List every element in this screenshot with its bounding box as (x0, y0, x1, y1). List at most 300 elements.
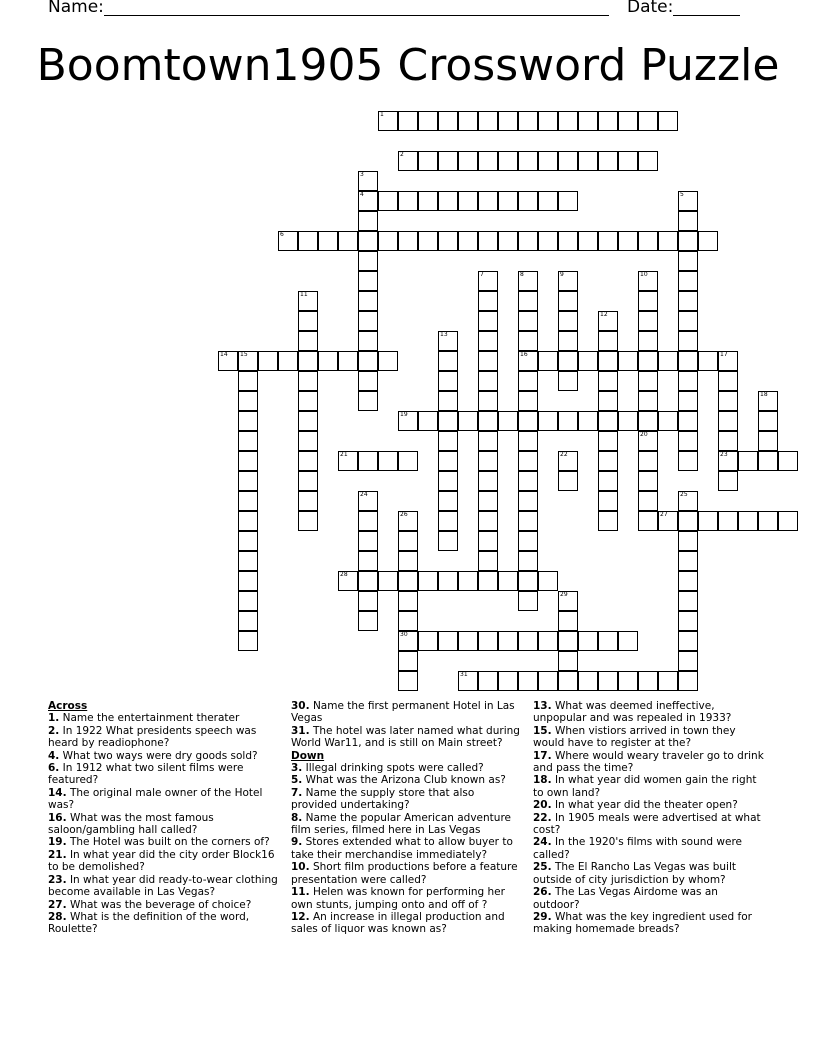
grid-cell[interactable] (718, 471, 738, 491)
grid-cell[interactable] (638, 111, 658, 131)
grid-cell[interactable] (238, 471, 258, 491)
grid-cell[interactable] (398, 231, 418, 251)
grid-cell[interactable] (518, 371, 538, 391)
grid-cell[interactable] (358, 251, 378, 271)
grid-cell[interactable] (338, 351, 358, 371)
grid-cell[interactable] (578, 631, 598, 651)
grid-cell[interactable] (518, 331, 538, 351)
grid-cell[interactable] (458, 151, 478, 171)
grid-cell[interactable] (458, 631, 478, 651)
down-clue (291, 861, 523, 886)
grid-cell[interactable] (618, 631, 638, 651)
across-clue (291, 725, 523, 750)
grid-cell[interactable] (658, 351, 678, 371)
grid-cell[interactable] (678, 331, 698, 351)
grid-cell[interactable] (518, 591, 538, 611)
grid-cell[interactable] (418, 111, 438, 131)
grid-cell[interactable] (678, 411, 698, 431)
down-clue (533, 911, 765, 936)
grid-cell[interactable] (418, 151, 438, 171)
grid-cell[interactable] (678, 531, 698, 551)
grid-cell[interactable] (238, 551, 258, 571)
grid-cell[interactable] (358, 271, 378, 291)
grid-cell[interactable] (418, 231, 438, 251)
grid-cell[interactable] (358, 291, 378, 311)
grid-cell[interactable] (678, 311, 698, 331)
grid-cell[interactable] (458, 231, 478, 251)
grid-cell[interactable] (358, 231, 378, 251)
grid-cell[interactable] (398, 571, 418, 591)
grid-cell[interactable] (358, 351, 378, 371)
grid-cell[interactable] (478, 531, 498, 551)
grid-cell[interactable] (638, 331, 658, 351)
grid-cell[interactable] (638, 271, 658, 291)
grid-cell[interactable] (558, 351, 578, 371)
grid-cell[interactable] (578, 231, 598, 251)
grid-cell[interactable] (298, 511, 318, 531)
grid-cell[interactable] (598, 411, 618, 431)
grid-cell[interactable] (638, 491, 658, 511)
grid-cell[interactable] (538, 191, 558, 211)
grid-cell[interactable] (638, 511, 658, 531)
grid-cell[interactable] (478, 351, 498, 371)
grid-cell[interactable] (738, 451, 758, 471)
grid-cell[interactable] (478, 671, 498, 691)
grid-cell[interactable] (298, 411, 318, 431)
grid-cell[interactable] (358, 571, 378, 591)
grid-cell[interactable] (638, 411, 658, 431)
grid-cell[interactable] (478, 571, 498, 591)
grid-cell[interactable] (718, 411, 738, 431)
grid-cell[interactable] (678, 551, 698, 571)
grid-cell[interactable] (638, 351, 658, 371)
grid-cell[interactable] (698, 511, 718, 531)
grid-cell[interactable] (238, 411, 258, 431)
grid-cell[interactable] (398, 151, 418, 171)
grid-cell[interactable] (458, 191, 478, 211)
grid-cell[interactable] (538, 631, 558, 651)
grid-cell[interactable] (678, 231, 698, 251)
grid-cell[interactable] (398, 591, 418, 611)
grid-cell[interactable] (638, 391, 658, 411)
grid-cell[interactable] (678, 571, 698, 591)
grid-cell[interactable] (558, 151, 578, 171)
grid-cell[interactable] (718, 451, 738, 471)
grid-cell[interactable] (518, 191, 538, 211)
grid-cell[interactable] (358, 511, 378, 531)
grid-cell[interactable] (498, 411, 518, 431)
grid-cell[interactable] (478, 191, 498, 211)
grid-cell[interactable] (238, 511, 258, 531)
grid-cell[interactable] (518, 411, 538, 431)
grid-cell[interactable] (618, 671, 638, 691)
grid-cell[interactable] (298, 471, 318, 491)
grid-cell[interactable] (358, 191, 378, 211)
grid-cell[interactable] (558, 471, 578, 491)
grid-cell[interactable] (558, 651, 578, 671)
grid-cell[interactable] (498, 631, 518, 651)
grid-cell[interactable] (498, 111, 518, 131)
clue-text: What was the Arizona Club known as? (305, 774, 506, 787)
grid-cell[interactable] (698, 231, 718, 251)
grid-cell[interactable] (378, 111, 398, 131)
grid-cell[interactable] (678, 271, 698, 291)
grid-cell[interactable] (558, 671, 578, 691)
grid-cell[interactable] (458, 111, 478, 131)
grid-cell[interactable] (598, 491, 618, 511)
grid-cell[interactable] (778, 511, 798, 531)
grid-cell[interactable] (498, 231, 518, 251)
grid-cell[interactable] (298, 371, 318, 391)
grid-cell[interactable] (298, 451, 318, 471)
grid-cell[interactable] (618, 411, 638, 431)
grid-cell[interactable] (518, 451, 538, 471)
grid-cell[interactable] (478, 451, 498, 471)
grid-cell[interactable] (758, 431, 778, 451)
grid-cell[interactable] (578, 111, 598, 131)
grid-cell[interactable] (578, 351, 598, 371)
grid-cell[interactable] (518, 671, 538, 691)
grid-cell[interactable] (678, 371, 698, 391)
clue-number: 2. (48, 724, 60, 737)
grid-cell[interactable] (438, 631, 458, 651)
grid-cell[interactable] (438, 571, 458, 591)
grid-cell[interactable] (358, 391, 378, 411)
grid-cell[interactable] (238, 351, 258, 371)
grid-cell[interactable] (518, 351, 538, 371)
grid-cell[interactable] (678, 611, 698, 631)
grid-cell[interactable] (538, 111, 558, 131)
grid-cell[interactable] (538, 571, 558, 591)
grid-cell[interactable] (618, 151, 638, 171)
grid-cell[interactable] (738, 511, 758, 531)
grid-cell[interactable] (638, 291, 658, 311)
grid-cell[interactable] (558, 231, 578, 251)
grid-cell[interactable] (678, 351, 698, 371)
grid-cell[interactable] (298, 231, 318, 251)
grid-cell[interactable] (338, 231, 358, 251)
cell-number: 1 (380, 111, 384, 118)
grid-cell[interactable] (298, 331, 318, 351)
grid-cell[interactable] (578, 411, 598, 431)
grid-cell[interactable] (258, 351, 278, 371)
grid-cell[interactable] (478, 491, 498, 511)
grid-cell[interactable] (238, 531, 258, 551)
grid-cell[interactable] (358, 611, 378, 631)
grid-cell[interactable] (518, 551, 538, 571)
grid-cell[interactable] (558, 611, 578, 631)
grid-cell[interactable] (398, 651, 418, 671)
grid-cell[interactable] (218, 351, 238, 371)
grid-cell[interactable] (518, 151, 538, 171)
grid-cell[interactable] (778, 451, 798, 471)
grid-cell[interactable] (618, 231, 638, 251)
grid-cell[interactable] (578, 671, 598, 691)
grid-cell[interactable] (238, 431, 258, 451)
grid-cell[interactable] (678, 251, 698, 271)
grid-cell[interactable] (478, 291, 498, 311)
grid-cell[interactable] (718, 391, 738, 411)
grid-cell[interactable] (718, 351, 738, 371)
grid-cell[interactable] (478, 111, 498, 131)
grid-cell[interactable] (538, 671, 558, 691)
grid-cell[interactable] (338, 451, 358, 471)
grid-cell[interactable] (678, 591, 698, 611)
grid-cell[interactable] (758, 451, 778, 471)
grid-cell[interactable] (518, 271, 538, 291)
grid-cell[interactable] (438, 431, 458, 451)
grid-cell[interactable] (678, 291, 698, 311)
grid-cell[interactable] (458, 571, 478, 591)
clue-number: 23. (48, 873, 67, 886)
grid-cell[interactable] (638, 451, 658, 471)
grid-cell[interactable] (358, 451, 378, 471)
grid-cell[interactable] (558, 631, 578, 651)
grid-cell[interactable] (438, 111, 458, 131)
grid-cell[interactable] (298, 431, 318, 451)
grid-cell[interactable] (438, 411, 458, 431)
grid-cell[interactable] (338, 571, 358, 591)
grid-cell[interactable] (318, 231, 338, 251)
grid-cell[interactable] (278, 231, 298, 251)
grid-cell[interactable] (658, 231, 678, 251)
grid-cell[interactable] (518, 491, 538, 511)
grid-cell[interactable] (478, 471, 498, 491)
grid-cell[interactable] (438, 371, 458, 391)
grid-cell[interactable] (398, 631, 418, 651)
grid-cell[interactable] (618, 351, 638, 371)
grid-cell[interactable] (478, 411, 498, 431)
grid-cell[interactable] (718, 371, 738, 391)
grid-cell[interactable] (398, 451, 418, 471)
grid-cell[interactable] (538, 151, 558, 171)
grid-cell[interactable] (518, 431, 538, 451)
grid-cell[interactable] (378, 231, 398, 251)
grid-cell[interactable] (658, 511, 678, 531)
grid-cell[interactable] (598, 231, 618, 251)
grid-cell[interactable] (438, 191, 458, 211)
grid-cell[interactable] (538, 411, 558, 431)
grid-cell[interactable] (438, 231, 458, 251)
grid-cell[interactable] (298, 311, 318, 331)
grid-cell[interactable] (478, 391, 498, 411)
grid-cell[interactable] (278, 351, 298, 371)
grid-cell[interactable] (298, 351, 318, 371)
grid-cell[interactable] (678, 431, 698, 451)
grid-cell[interactable] (558, 411, 578, 431)
grid-cell[interactable] (598, 511, 618, 531)
grid-cell[interactable] (318, 351, 338, 371)
grid-cell[interactable] (358, 171, 378, 191)
clue-number: 5. (291, 774, 303, 787)
grid-cell[interactable] (678, 651, 698, 671)
grid-cell[interactable] (558, 451, 578, 471)
grid-cell[interactable] (418, 571, 438, 591)
clue-number: 20. (533, 799, 552, 812)
grid-cell[interactable] (478, 311, 498, 331)
grid-cell[interactable] (238, 631, 258, 651)
grid-cell[interactable] (398, 611, 418, 631)
grid-cell[interactable] (438, 331, 458, 351)
grid-cell[interactable] (458, 671, 478, 691)
grid-cell[interactable] (598, 631, 618, 651)
grid-cell[interactable] (598, 351, 618, 371)
grid-cell[interactable] (558, 111, 578, 131)
grid-cell[interactable] (598, 331, 618, 351)
grid-cell[interactable] (298, 391, 318, 411)
grid-cell[interactable] (358, 551, 378, 571)
grid-cell[interactable] (358, 371, 378, 391)
grid-cell[interactable] (678, 491, 698, 511)
grid-cell[interactable] (638, 671, 658, 691)
grid-cell[interactable] (378, 191, 398, 211)
grid-cell[interactable] (498, 151, 518, 171)
grid-cell[interactable] (478, 511, 498, 531)
grid-cell[interactable] (758, 511, 778, 531)
grid-cell[interactable] (298, 291, 318, 311)
grid-cell[interactable] (678, 631, 698, 651)
grid-cell[interactable] (418, 631, 438, 651)
grid-cell[interactable] (438, 511, 458, 531)
grid-cell[interactable] (598, 371, 618, 391)
clue-text: Stores extended what to allow buyer to take their merchandise immediately? (291, 836, 513, 861)
grid-cell[interactable] (498, 191, 518, 211)
grid-cell[interactable] (478, 551, 498, 571)
grid-cell[interactable] (758, 411, 778, 431)
grid-cell[interactable] (498, 671, 518, 691)
grid-cell[interactable] (558, 291, 578, 311)
grid-cell[interactable] (398, 531, 418, 551)
grid-cell[interactable] (398, 551, 418, 571)
grid-cell[interactable] (558, 331, 578, 351)
grid-cell[interactable] (298, 491, 318, 511)
grid-cell[interactable] (538, 351, 558, 371)
grid-cell[interactable] (238, 371, 258, 391)
grid-cell[interactable] (478, 331, 498, 351)
grid-cell[interactable] (558, 311, 578, 331)
grid-cell[interactable] (678, 511, 698, 531)
grid-cell[interactable] (398, 411, 418, 431)
grid-cell[interactable] (758, 391, 778, 411)
grid-cell[interactable] (518, 511, 538, 531)
grid-cell[interactable] (518, 391, 538, 411)
grid-cell[interactable] (398, 191, 418, 211)
grid-cell[interactable] (658, 411, 678, 431)
grid-cell[interactable] (438, 531, 458, 551)
grid-cell[interactable] (518, 571, 538, 591)
grid-cell[interactable] (558, 371, 578, 391)
grid-cell[interactable] (638, 151, 658, 171)
grid-cell[interactable] (578, 151, 598, 171)
grid-cell[interactable] (438, 151, 458, 171)
grid-cell[interactable] (598, 451, 618, 471)
grid-cell[interactable] (518, 311, 538, 331)
grid-cell[interactable] (478, 431, 498, 451)
grid-cell[interactable] (478, 231, 498, 251)
grid-cell[interactable] (358, 491, 378, 511)
grid-cell[interactable] (498, 571, 518, 591)
clue-number: 29. (533, 910, 552, 923)
grid-cell[interactable] (438, 351, 458, 371)
grid-cell[interactable] (638, 371, 658, 391)
grid-cell[interactable] (438, 491, 458, 511)
grid-cell[interactable] (518, 531, 538, 551)
grid-cell[interactable] (598, 431, 618, 451)
grid-cell[interactable] (418, 411, 438, 431)
grid-cell[interactable] (438, 471, 458, 491)
grid-cell[interactable] (478, 371, 498, 391)
grid-cell[interactable] (618, 111, 638, 131)
grid-cell[interactable] (238, 491, 258, 511)
grid-cell[interactable] (398, 511, 418, 531)
grid-cell[interactable] (238, 391, 258, 411)
grid-cell[interactable] (398, 671, 418, 691)
grid-cell[interactable] (598, 671, 618, 691)
grid-cell[interactable] (358, 211, 378, 231)
grid-cell[interactable] (678, 671, 698, 691)
grid-cell[interactable] (458, 411, 478, 431)
grid-cell[interactable] (438, 391, 458, 411)
grid-cell[interactable] (238, 611, 258, 631)
grid-cell[interactable] (398, 111, 418, 131)
grid-cell[interactable] (558, 191, 578, 211)
grid-cell[interactable] (718, 431, 738, 451)
grid-cell[interactable] (358, 331, 378, 351)
cell-number: 30 (400, 631, 408, 638)
grid-cell[interactable] (378, 351, 398, 371)
grid-cell[interactable] (598, 471, 618, 491)
grid-cell[interactable] (638, 231, 658, 251)
grid-cell[interactable] (658, 671, 678, 691)
grid-cell[interactable] (678, 451, 698, 471)
grid-cell[interactable] (518, 231, 538, 251)
grid-cell[interactable] (518, 111, 538, 131)
grid-cell[interactable] (418, 191, 438, 211)
grid-cell[interactable] (518, 631, 538, 651)
grid-cell[interactable] (598, 151, 618, 171)
grid-cell[interactable] (358, 591, 378, 611)
grid-cell[interactable] (558, 591, 578, 611)
grid-cell[interactable] (518, 471, 538, 491)
grid-cell[interactable] (678, 391, 698, 411)
grid-cell[interactable] (518, 291, 538, 311)
grid-cell[interactable] (678, 191, 698, 211)
grid-cell[interactable] (598, 111, 618, 131)
grid-cell[interactable] (538, 231, 558, 251)
grid-cell[interactable] (698, 351, 718, 371)
grid-cell[interactable] (638, 431, 658, 451)
grid-cell[interactable] (718, 511, 738, 531)
grid-cell[interactable] (658, 111, 678, 131)
grid-cell[interactable] (478, 271, 498, 291)
grid-cell[interactable] (478, 151, 498, 171)
grid-cell[interactable] (358, 531, 378, 551)
grid-cell[interactable] (598, 311, 618, 331)
grid-cell[interactable] (558, 271, 578, 291)
grid-cell[interactable] (238, 591, 258, 611)
grid-cell[interactable] (638, 471, 658, 491)
grid-cell[interactable] (638, 311, 658, 331)
grid-cell[interactable] (358, 311, 378, 331)
grid-cell[interactable] (378, 451, 398, 471)
grid-cell[interactable] (378, 571, 398, 591)
grid-cell[interactable] (238, 451, 258, 471)
grid-cell[interactable] (478, 631, 498, 651)
grid-cell[interactable] (238, 571, 258, 591)
grid-cell[interactable] (598, 391, 618, 411)
grid-cell[interactable] (678, 211, 698, 231)
grid-cell[interactable] (438, 451, 458, 471)
